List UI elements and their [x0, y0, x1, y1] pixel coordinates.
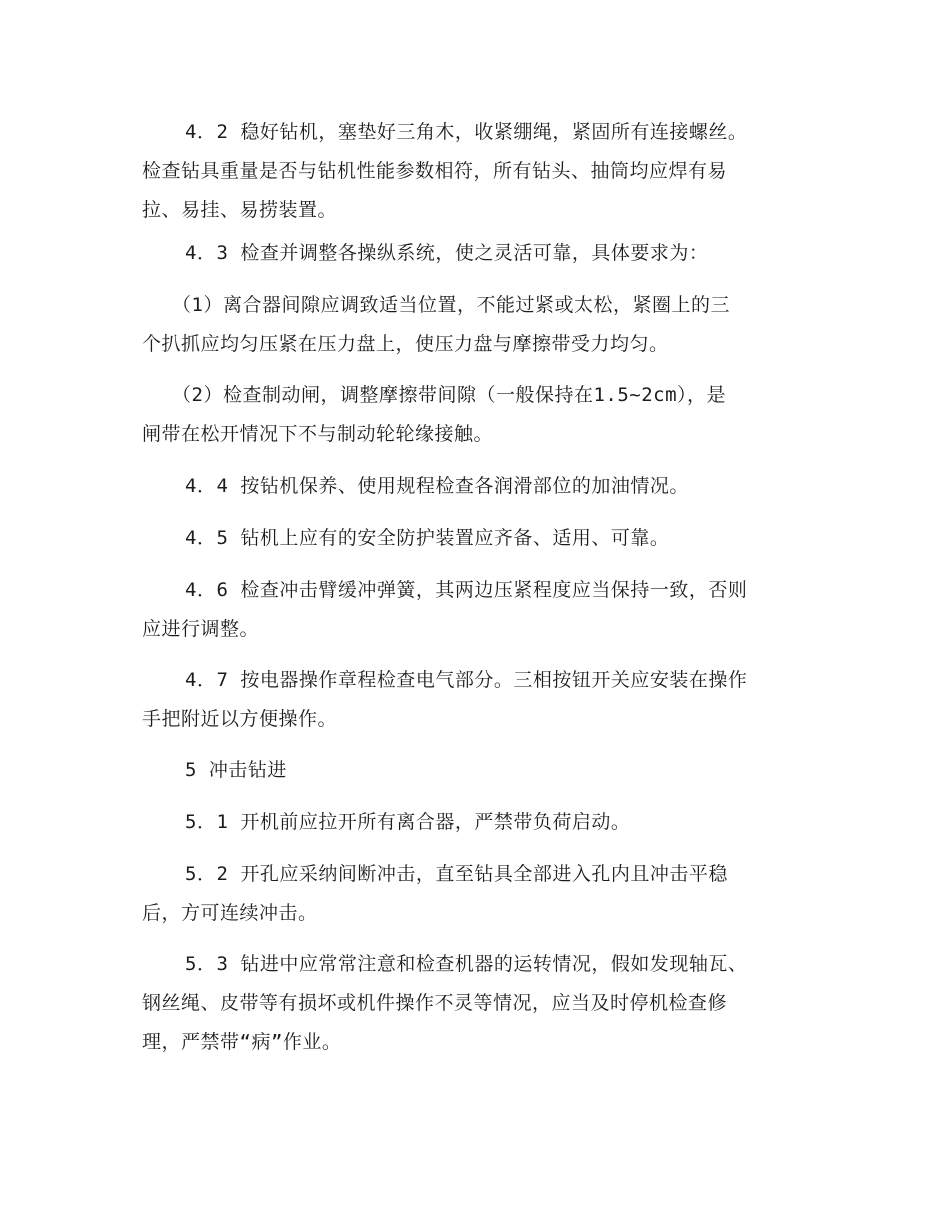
- paragraph-5-1: [142, 803, 814, 842]
- paragraph-4-4: [142, 467, 814, 506]
- paragraph-4-3-1: [142, 286, 814, 364]
- paragraph-4-7: [142, 661, 814, 739]
- text-line: 应进行调整。: [142, 618, 260, 640]
- text-line: （2）检查制动闸，调整摩擦带间隙（一般保持在1.5~2cm），是: [172, 384, 727, 406]
- paragraph-4-5: [142, 519, 814, 558]
- text-line: 个扒抓应均匀压紧在压力盘上，使压力盘与摩擦带受力均匀。: [142, 333, 669, 355]
- text-line: 理，严禁带“病”作业。: [142, 1031, 342, 1053]
- text-line: 手把附近以方便操作。: [142, 708, 338, 730]
- text-line: 5．1 开机前应拉开所有离合器，严禁带负荷启动。: [185, 811, 631, 833]
- text-line: 4．6 检查冲击臂缓冲弹簧，其两边压紧程度应当保持一致，否则: [185, 579, 748, 601]
- text-line: 5 冲击钻进: [185, 759, 287, 781]
- text-line: 4．3 检查并调整各操纵系统，使之灵活可靠，具体要求为：: [185, 242, 709, 264]
- text-line: 4．5 钻机上应有的安全防护装置应齐备、适用、可靠。: [185, 527, 670, 549]
- text-line: 检查钻具重量是否与钻机性能参数相符，所有钻头、抽筒均应焊有易: [142, 160, 728, 182]
- paragraph-4-6: [142, 571, 814, 649]
- paragraph-4-3-2: [142, 376, 814, 454]
- text-line: 4．2 稳好钻机，塞垫好三角木，收紧绷绳，紧固所有连接螺丝。: [185, 121, 748, 143]
- paragraph-4-3: [142, 234, 814, 273]
- paragraph-4-2: [142, 113, 814, 230]
- text-line: 后，方可连续冲击。: [142, 902, 318, 924]
- paragraph-5-2: [142, 855, 814, 933]
- text-line: 5．3 钻进中应常常注意和检查机器的运转情况，假如发现轴瓦、: [185, 953, 748, 975]
- text-line: （1）离合器间隙应调致适当位置，不能过紧或太松，紧圈上的三: [172, 294, 730, 316]
- text-line: 拉、易挂、易捞装置。: [142, 199, 338, 221]
- text-line: 4．7 按电器操作章程检查电气部分。三相按钮开关应安装在操作: [185, 669, 748, 691]
- section-heading-5: [142, 751, 814, 790]
- text-line: 5．2 开孔应采纳间断冲击，直至钻具全部进入孔内且冲击平稳: [185, 863, 728, 885]
- text-line: 闸带在松开情况下不与制动轮轮缘接触。: [142, 423, 494, 445]
- text-line: 4．4 按钻机保养、使用规程检查各润滑部位的加油情况。: [185, 475, 689, 497]
- paragraph-5-3: [142, 945, 814, 1062]
- text-line: 钢丝绳、皮带等有损坏或机件操作不灵等情况，应当及时停机检查修: [142, 992, 728, 1014]
